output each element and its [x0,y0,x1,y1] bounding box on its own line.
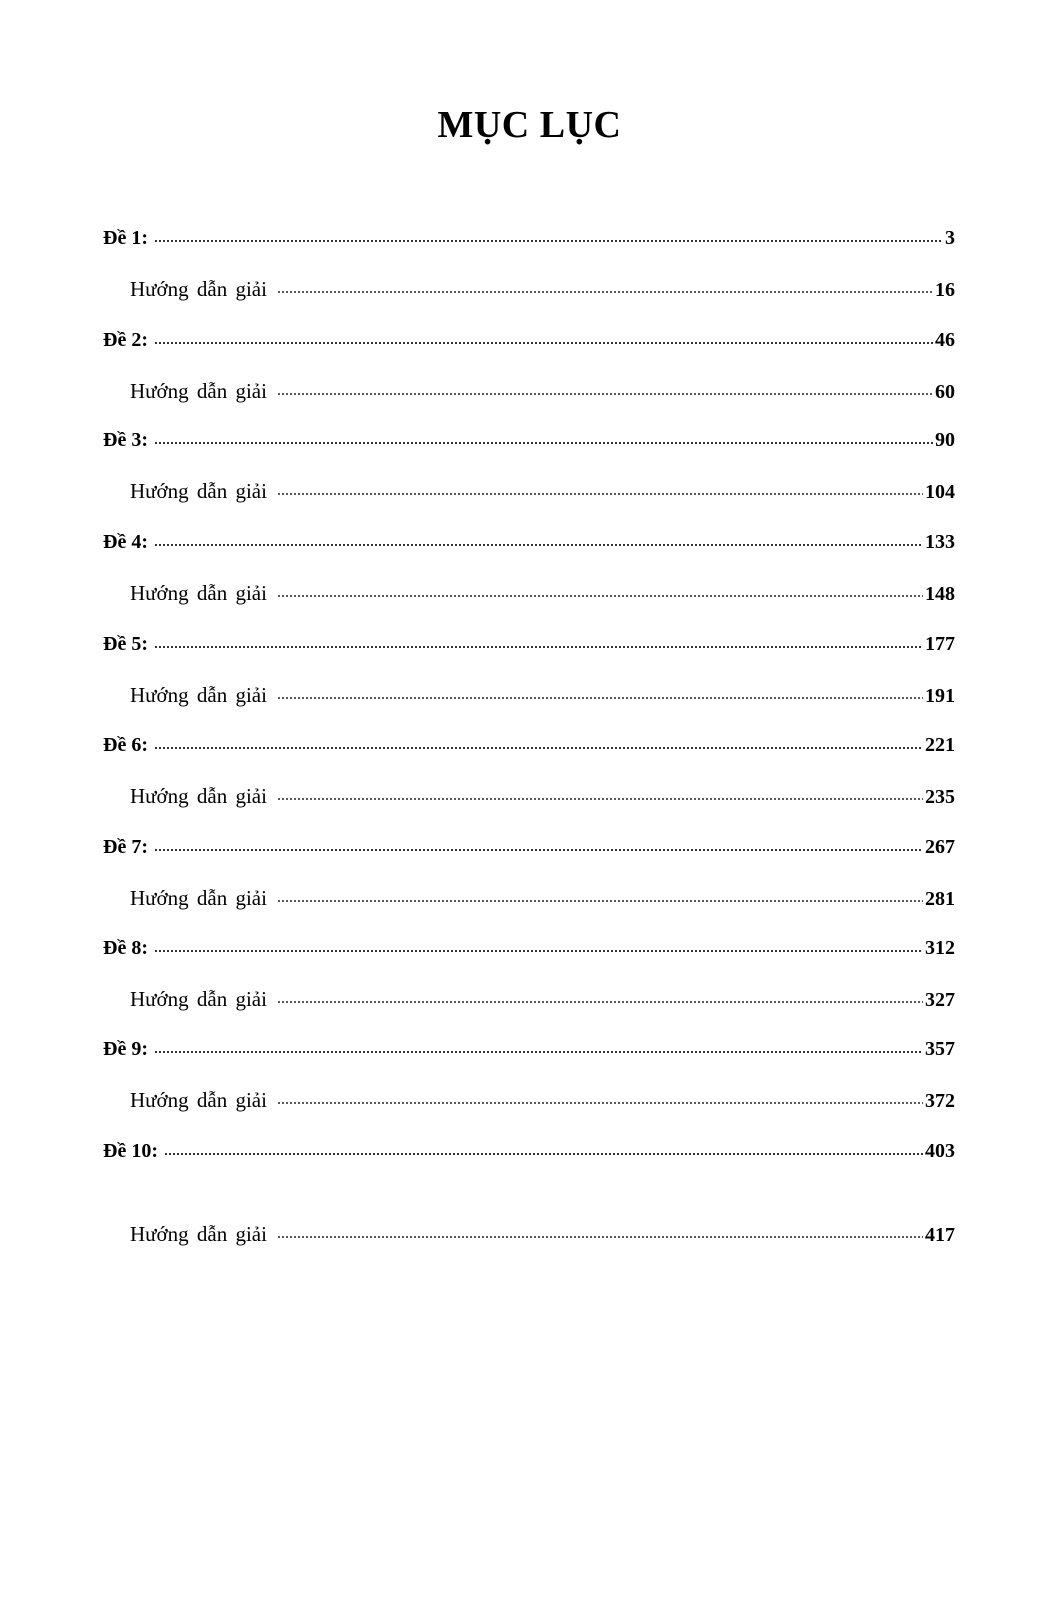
toc-entry-page: 221 [925,734,955,756]
toc-entry-page: 312 [925,937,955,959]
toc-entry-page: 267 [925,836,955,858]
dot-leader [154,340,933,346]
toc-entry-label: Hướng dẫn giải [130,784,267,808]
toc-entry-label: Hướng dẫn giải [130,379,267,403]
toc-entry-label: Đề 5: [103,633,148,655]
dot-leader [277,796,923,802]
toc-entry-page: 60 [935,381,955,403]
toc-entry-huong-dan-giai-3[interactable] [130,477,955,505]
toc-entry-label: Đề 7: [103,836,148,858]
toc-entry-page: 281 [925,888,955,910]
toc-entry-de-8[interactable] [103,934,955,962]
toc-entry-de-10[interactable] [103,1137,955,1165]
toc-entry-huong-dan-giai-1[interactable] [130,275,955,303]
toc-entry-page: 403 [925,1140,955,1162]
toc-entry-huong-dan-giai-9[interactable] [130,1086,955,1114]
dot-leader [154,440,933,446]
dot-leader [154,948,923,954]
toc-entry-label: Đề 6: [103,734,148,756]
toc-entry-label: Hướng dẫn giải [130,886,267,910]
dot-leader [277,593,923,599]
dot-leader [277,1100,923,1106]
toc-entry-label: Hướng dẫn giải [130,1088,267,1112]
toc-entry-page: 357 [925,1038,955,1060]
toc-entry-de-7[interactable] [103,833,955,861]
dot-leader [277,695,923,701]
toc-entry-page: 133 [925,531,955,553]
toc-entry-huong-dan-giai-7[interactable] [130,884,955,912]
toc-entry-page: 417 [925,1224,955,1246]
toc-entry-page: 90 [935,429,955,451]
toc-entry-label: Hướng dẫn giải [130,581,267,605]
dot-leader [154,1049,923,1055]
toc-entry-page: 104 [925,481,955,503]
toc-entry-label: Hướng dẫn giải [130,683,267,707]
toc-entry-label: Đề 8: [103,937,148,959]
toc-entry-page: 46 [935,329,955,351]
toc-entry-de-1[interactable] [103,224,955,252]
dot-leader [277,898,923,904]
toc-entry-page: 235 [925,786,955,808]
toc-entry-label: Đề 3: [103,429,148,451]
toc-entry-de-5[interactable] [103,630,955,658]
toc-entry-page: 3 [945,227,955,249]
dot-leader [277,491,923,497]
toc-entry-page: 191 [925,685,955,707]
toc-entry-huong-dan-giai-8[interactable] [130,985,955,1013]
toc-entry-label: Đề 2: [103,329,148,351]
toc-entry-de-9[interactable] [103,1035,955,1063]
dot-leader [164,1151,923,1157]
dot-leader [277,289,933,295]
dot-leader [154,745,923,751]
toc-entry-huong-dan-giai-10[interactable] [130,1220,955,1248]
toc-entry-page: 148 [925,583,955,605]
page-title: MỤC LỤC [437,104,622,146]
toc-entry-huong-dan-giai-4[interactable] [130,579,955,607]
dot-leader [277,999,923,1005]
toc-entry-label: Đề 4: [103,531,148,553]
toc-entry-page: 177 [925,633,955,655]
toc-entry-huong-dan-giai-6[interactable] [130,782,955,810]
toc-entry-page: 16 [935,279,955,301]
toc-entry-de-4[interactable] [103,528,955,556]
dot-leader [154,238,943,244]
toc-entry-label: Đề 1: [103,227,148,249]
toc-entry-de-3[interactable] [103,426,955,454]
toc-entry-label: Hướng dẫn giải [130,987,267,1011]
toc-entry-de-2[interactable] [103,326,955,354]
toc-entry-label: Hướng dẫn giải [130,479,267,503]
dot-leader [154,542,923,548]
toc-entry-label: Đề 10: [103,1140,158,1162]
toc-entry-de-6[interactable] [103,731,955,759]
toc-entry-page: 327 [925,989,955,1011]
toc-entry-page: 372 [925,1090,955,1112]
dot-leader [277,391,933,397]
toc-entry-huong-dan-giai-2[interactable] [130,377,955,405]
toc-entry-label: Hướng dẫn giải [130,1222,267,1246]
toc-entry-label: Đề 9: [103,1038,148,1060]
toc-entry-label: Hướng dẫn giải [130,277,267,301]
toc-entry-huong-dan-giai-5[interactable] [130,681,955,709]
dot-leader [154,644,923,650]
dot-leader [277,1234,923,1240]
dot-leader [154,847,923,853]
